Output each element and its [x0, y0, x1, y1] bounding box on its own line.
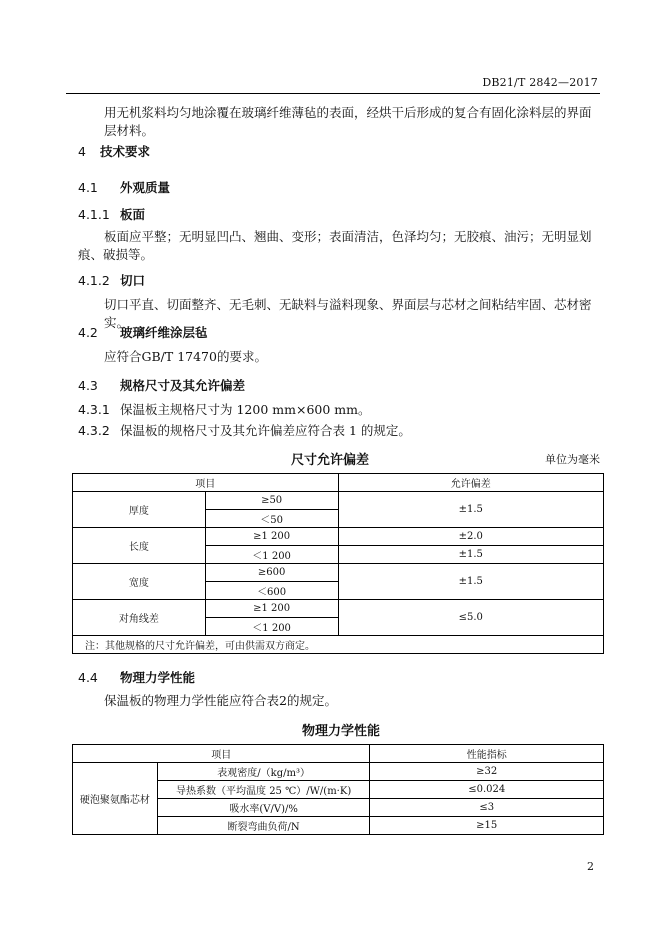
- document-code: DB21/T 2842—2017: [482, 76, 598, 89]
- table-1-title: 尺寸允许偏差: [291, 453, 370, 468]
- table-2-title: 物理力学性能: [302, 724, 381, 739]
- spec-cell: ＜600: [205, 582, 338, 600]
- section-number: 4.3: [78, 378, 98, 393]
- property-cell: 吸水率(V/V)/%: [157, 799, 370, 817]
- section-4-2-text: 应符合GB/T 17470的要求。: [104, 349, 267, 364]
- page-number: 2: [587, 860, 594, 873]
- table-1-note: 注：其他规格的尺寸允许偏差，可由供需双方商定。: [73, 636, 604, 654]
- section-title: 技术要求: [100, 144, 151, 159]
- section-number: 4.4: [78, 670, 98, 685]
- section-title: 外观质量: [120, 180, 171, 195]
- section-text: 保温板的规格尺寸及其允许偏差应符合表 1 的规定。: [120, 423, 411, 438]
- tolerance-cell: ±1.5: [338, 492, 604, 528]
- tolerance-cell: ±1.5: [338, 564, 604, 600]
- table-header-index: 性能指标: [370, 745, 604, 763]
- spec-cell: ＜50: [205, 510, 338, 528]
- property-cell: 导热系数（平均温度 25 ℃）/W/(m·K): [157, 781, 370, 799]
- tolerance-cell: ≤5.0: [338, 600, 604, 636]
- section-4-1-2-heading: [78, 271, 145, 289]
- value-cell: ≤3: [370, 799, 604, 817]
- section-text: 保温板主规格尺寸为 1200 mm×600 mm。: [120, 402, 371, 417]
- section-number: 4.1: [78, 180, 98, 195]
- section-title: 规格尺寸及其允许偏差: [120, 378, 246, 393]
- spec-cell: ≥50: [205, 492, 338, 510]
- section-title: 板面: [120, 207, 146, 222]
- table-header-item: 项目: [73, 745, 370, 763]
- table-row: [73, 528, 604, 546]
- property-cell: 断裂弯曲负荷/N: [157, 817, 370, 835]
- table-row: [73, 763, 604, 781]
- spec-cell: ≥1 200: [205, 600, 338, 618]
- group-label-pu-core: 硬泡聚氨酯芯材: [73, 763, 158, 835]
- value-cell: ≤0.024: [370, 781, 604, 799]
- section-title: 物理力学性能: [120, 670, 196, 685]
- section-4-3-1-line: [78, 401, 370, 419]
- row-label-thickness: 厚度: [73, 492, 206, 528]
- tolerance-cell: ±2.0: [338, 528, 604, 546]
- spec-cell: ≥600: [205, 564, 338, 582]
- row-label-diagonal: 对角线差: [73, 600, 206, 636]
- table-row: [73, 636, 604, 654]
- value-cell: ≥15: [370, 817, 604, 835]
- section-4-4-text: 保温板的物理力学性能应符合表2的规定。: [104, 693, 337, 708]
- section-title: 切口: [120, 273, 146, 288]
- table-1: [72, 473, 604, 654]
- table-row: [73, 474, 604, 492]
- table-2: [72, 744, 604, 835]
- table-row: [73, 564, 604, 582]
- row-label-length: 长度: [73, 528, 206, 564]
- section-4-3-2-line: [78, 422, 411, 440]
- section-4-3-heading: [78, 376, 245, 394]
- section-4-1-2-text: 切口平直、切面整齐、无毛刺、无缺料与溢料现象、界面层与芯材之间粘结牢固、芯材密实。: [104, 297, 592, 330]
- section-4-1-1-heading: [78, 205, 145, 223]
- section-4-1-heading: [78, 178, 170, 196]
- spec-cell: ＜1 200: [205, 546, 338, 564]
- intro-paragraph: 用无机浆料均匀地涂覆在玻璃纤维薄毡的表面，经烘干后形成的复合有固化涂料层的界面层材料。: [104, 105, 592, 138]
- table-row: [73, 600, 604, 618]
- table-row: [73, 745, 604, 763]
- tolerance-cell: ±1.5: [338, 546, 604, 564]
- value-cell: ≥32: [370, 763, 604, 781]
- section-number: 4.3.1: [78, 402, 110, 417]
- section-number: 4.2: [78, 325, 98, 340]
- section-4-heading: [78, 142, 150, 160]
- section-4-2-heading: [78, 323, 208, 341]
- property-cell: 表观密度/（kg/m³）: [157, 763, 370, 781]
- section-number: 4.1.1: [78, 207, 110, 222]
- section-4-1-1-text: 板面应平整；无明显凹凸、翘曲、变形；表面清洁，色泽均匀；无胶痕、油污；无明显划痕、破损等。: [78, 229, 592, 262]
- spec-cell: ＜1 200: [205, 618, 338, 636]
- table-1-unit: 单位为毫米: [545, 453, 600, 466]
- table-row: [73, 492, 604, 510]
- section-number: 4: [78, 144, 86, 159]
- row-label-width: 宽度: [73, 564, 206, 600]
- spec-cell: ≥1 200: [205, 528, 338, 546]
- section-number: 4.1.2: [78, 273, 110, 288]
- section-title: 玻璃纤维涂层毡: [120, 325, 208, 340]
- header-rule: [66, 93, 600, 94]
- section-4-4-heading: [78, 668, 195, 686]
- table-header-item: 项目: [73, 474, 339, 492]
- section-number: 4.3.2: [78, 423, 110, 438]
- table-header-tolerance: 允许偏差: [338, 474, 604, 492]
